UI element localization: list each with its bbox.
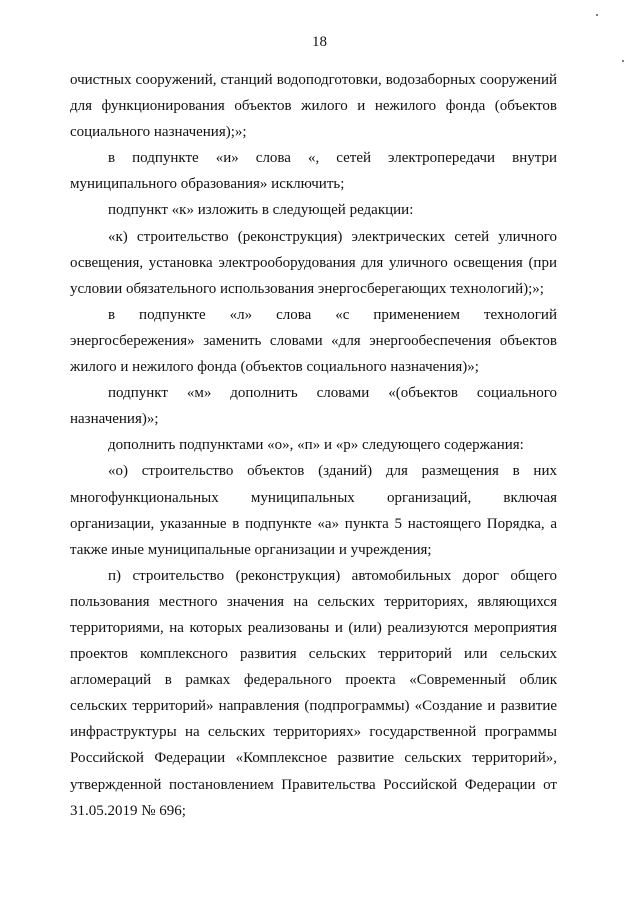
paragraph-continuation: очистных сооружений, станций водоподготовки, водозаборных сооружений для функционирования объектов жилого и нежилого фонда (объектов социального назначения);»; bbox=[70, 72, 557, 141]
paragraph-subitem-l: в подпункте «л» слова «с применением технологий энергосбережения» заменить словами «для энергообеспечения объектов жилого и нежилого фонда (объектов социального назначения)»; bbox=[70, 306, 557, 376]
paragraph-subitem-k-intro: подпункт «к» изложить в следующей редакции: bbox=[108, 202, 414, 219]
document-body bbox=[70, 67, 557, 824]
page-number: 18 bbox=[312, 34, 327, 50]
paragraph-subitem-m: подпункт «м» дополнить словами «(объектов социального назначения)»; bbox=[70, 385, 557, 428]
paragraph-subitem-p: п) строительство (реконструкция) автомобильных дорог общего пользования местного значения на сельских территориях, являющихся территориями, на которых реализованы и (или) реализуются мероприятия проектов комплексного развития сельских территорий или сельских агломераций в рамках федерального проекта «Современный облик сельских территорий» направления (подпрограммы) «Создание и развитие инфраструктуры на сельских территориях» государственной программы Российской Федерации «Комплексное развитие сельских территорий», утвержденной постановлением Правительства Российской Федерации от 31.05.2019 № 696; bbox=[70, 567, 557, 819]
paragraph-subitem-k-text: «к) строительство (реконструкция) электрических сетей уличного освещения, установка электрооборудования для уличного освещения (при условии обязательного использования энергосберегающих технологий);»; bbox=[70, 228, 557, 297]
paragraph-subitem-o: «о) строительство объектов (зданий) для размещения в них многофункциональных муниципальных организаций, включая организации, указанные в подпункте «а» пункта 5 настоящего Порядка, а также иные муниципальные организации и учреждения; bbox=[70, 463, 557, 558]
paragraph-subitem-i: в подпункте «и» слова «, сетей электропередачи внутри муниципального образования» исключить; bbox=[70, 150, 557, 193]
paragraph-add-subitems: дополнить подпунктами «о», «п» и «р» следующего содержания: bbox=[108, 437, 524, 454]
scan-speck bbox=[596, 14, 598, 16]
scan-speck bbox=[622, 60, 624, 62]
